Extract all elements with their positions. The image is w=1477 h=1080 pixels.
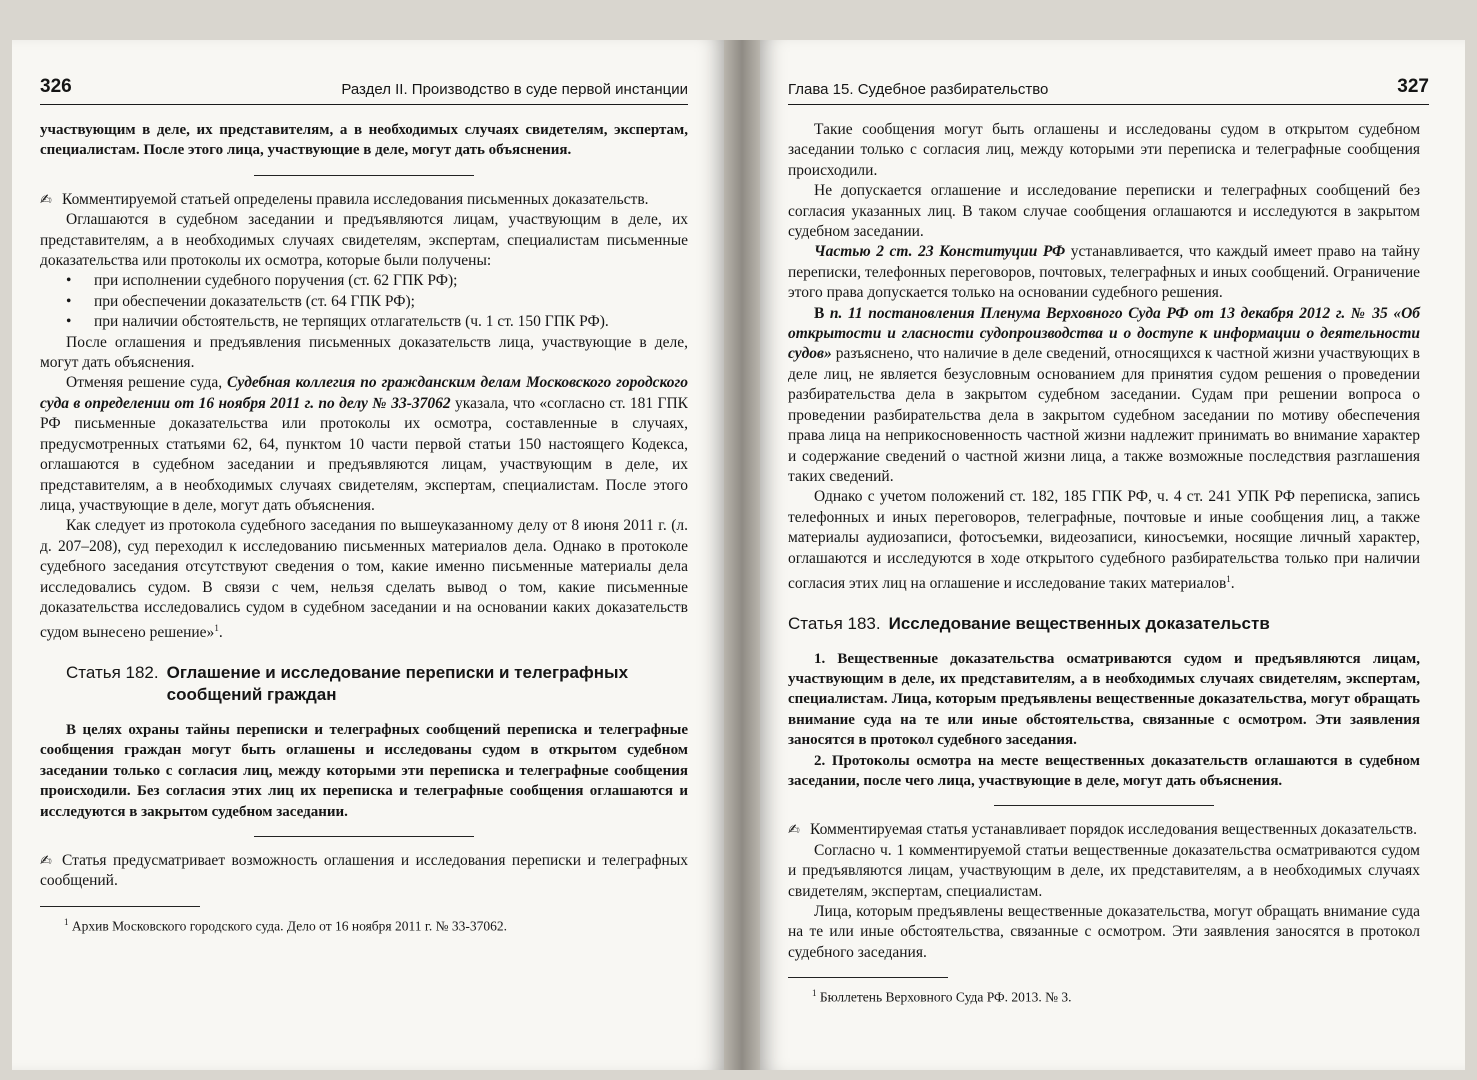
footnote-rule [40,906,200,907]
commentary-text: Статья предусматривает возможность оглашения и исследования переписки и телеграфных сообщений. [40,851,688,890]
body-paragraph [40,516,688,644]
footnote-ref: 1 [214,623,219,634]
law-text: В целях охраны тайны переписки и телеграфных сообщений переписка и телеграфные сообщения граждан могут быть оглашены и исследованы судом в открытом судебном заседании только с согласия лиц, между которыми эти переписка и телеграфные сообщения происходили. Без согласия этих лиц их переписка и телеграфные сообщения оглашаются и исследуются в закрытом судебном заседании. [40,721,688,820]
separator-rule [254,836,474,837]
body-paragraph-constitution [788,242,1420,303]
separator-rule [994,805,1214,806]
law-text: 1. Вещественные доказательства осматриваются судом и предъявляются лицам, участвующим в деле, их представителям, а в необходимых случаях свидетелям, экспертам, специалистам. Лица, которым предъявлены вещественные доказательства, могут обращать внимание суда на те или иные обстоятельства, связанные с осмотром. Эти заявления заносятся в протокол судебного заседания. [788,650,1420,749]
pen-nib-icon: ✍ [40,852,52,869]
left-page [12,40,724,1070]
article-number: Статья 183. [788,613,881,633]
right-page-number: 327 [1397,76,1429,97]
footnote-number: 1 [812,988,817,999]
list-item: • при исполнении судебного поручения (ст. 62 ГПК РФ); [66,271,688,291]
commentary-text: Комментируемая статья устанавливает порядок исследования вещественных доказательств. [810,821,1417,839]
text-run: Отменяя решение суда, [66,374,228,392]
commentary-paragraph [40,851,688,892]
left-running-title: Раздел II. Производство в суде первой инстанции [341,81,688,98]
commentary-paragraph [40,190,688,210]
right-running-title: Глава 15. Судебное разбирательство [788,81,1049,98]
text-run: . [1230,575,1235,593]
law-text: 2. Протоколы осмотра на месте вещественных доказательств оглашаются в судебном заседании, после чего лица, участвующие в деле, могут дать объяснения. [788,752,1420,789]
body-paragraph: Лица, которым предъявлены вещественные доказательства, могут обращать внимание суда на те или иные обстоятельства, связанные с осмотром. Эти заявления заносятся в протокол судебного заседания. [788,902,1420,961]
commentary-paragraph [788,820,1420,840]
commentary-text: Комментируемой статьей определены правила исследования письменных доказательств. [62,190,649,208]
article-title: Оглашение и исследование переписки и телеграфных сообщений граждан [166,662,629,704]
article-183-heading [788,613,1420,635]
footnote-ref: 1 [1226,573,1231,584]
footnote [788,984,1420,1007]
body-paragraph: Согласно ч. 1 комментируемой статьи вещественные доказательства осматриваются судом и предъявляются лицам, участвующим в деле, их представителям, а в необходимых случаях свидетелям, экспертам, специалистам. [788,841,1420,900]
footnote-text: Архив Московского городского суда. Дело от 16 ноября 2011 г. № 33-37062. [71,918,507,934]
pen-nib-icon: ✍ [788,822,800,839]
bullet-list [40,271,688,332]
footnote [40,913,688,936]
body-paragraph [788,487,1420,594]
body-paragraph-court-ruling [40,373,688,516]
text-run: В [814,304,830,322]
article-number: Статья 182. [66,662,159,682]
footnote-rule [788,977,948,978]
emphasized-citation: Частью 2 ст. 23 Конституции РФ [814,243,1066,261]
text-run: . [218,624,223,642]
article-182-heading [66,662,688,706]
footnote-text: Бюллетень Верховного Суда РФ. 2013. № 3. [819,989,1072,1005]
emphasized-citation: п. 11 постановления Пленума Верховного Суда РФ от 13 декабря 2012 г. № 35 «Об открытости и гласности судопроизводства и о доступе к информации о деятельности судов» [788,304,1421,363]
footnote-number: 1 [64,916,69,927]
left-page-number: 326 [40,76,72,97]
text-run: указала, что «согласно ст. 181 ГПК РФ письменные доказательства или протоколы их осмотра, составленные в случаях, предусмотренных статьями 62, 64, пунктом 10 части первой статьи 150 настоящего Кодекса, оглашаются в судебном заседании и предъявляются лицам, участвующим в деле, их представителям, а в необходимых случаях свидетелям, экспертам, специалистам. После этого лица, участвующие в деле, могут дать объяснения. [40,394,688,514]
text-run: Как следует из протокола судебного заседания по вышеуказанному делу от 8 июня 2011 г. (л. д. 207–208), суд переходил к исследованию письменных материалов дела. Однако в протоколе судебного заседания отсутствуют сведения о том, какие именно письменные материалы дела исследовались судом. В связи с чем, нельзя сделать вывод о том, какие письменные доказательства исследовались судом в судебном заседании и на основании каких доказательств судом вынесено решение» [40,517,688,642]
list-item: • при наличии обстоятельств, не терпящих отлагательств (ч. 1 ст. 150 ГПК РФ). [66,312,688,332]
body-paragraph: Такие сообщения могут быть оглашены и исследованы судом в открытом судебном заседании только с согласия лиц, между которыми эти переписка и телеграфные сообщения происходили. [788,121,1420,179]
left-running-head [40,70,688,105]
article-title: Исследование вещественных доказательств [888,613,1270,633]
separator-rule [254,175,474,176]
body-paragraph: Оглашаются в судебном заседании и предъявляются лицам, участвующим в деле, их представителям, а в необходимых случаях свидетелям, экспертам, специалистам письменные доказательства или протоколы их осмотра, которые были получены: [40,211,688,270]
book-gutter [724,40,760,1070]
text-run: Однако с учетом положений ст. 182, 185 ГПК РФ, ч. 4 ст. 241 УПК РФ переписка, запись телефонных и иных переговоров, телеграфные, почтовые и иные сообщения лиц, а также материалы аудиозаписи, фотосъемки, видеозаписи, киносъемки, носящие личный характер, оглашаются и исследуются в ходе открытого судебного разбирательства только при наличии согласия этих лиц на оглашение и исследование таких материалов [788,488,1420,593]
right-running-head [788,70,1429,105]
right-body [788,120,1420,1007]
law-text-continued: участвующим в деле, их представителям, а в необходимых случаях свидетелям, экспертам, специалистам. После этого лица, участвующие в деле, могут дать объяснения. [40,122,688,159]
emphasized-citation: Судебная коллегия по гражданским делам Московского городского суда в определении от 16 ноября 2011 г. по делу № 33-37062 [40,374,688,412]
left-body [40,120,688,935]
pen-nib-icon: ✍ [40,191,52,208]
body-paragraph: Не допускается оглашение и исследование переписки и телеграфных сообщений без согласия указанных лиц. В таком случае сообщения оглашаются и исследуются в закрытом судебном заседании. [788,182,1420,241]
list-item: • при обеспечении доказательств (ст. 64 ГПК РФ); [66,292,688,312]
text-run: устанавливается, что каждый имеет право на тайну переписки, телефонных переговоров, почтовых, телеграфных и иных сообщений. Ограничение этого права допускается только на основании судебного решения. [788,243,1420,302]
text-run: разъяснено, что наличие в деле сведений, относящихся к частной жизни участвующих в деле лиц, не является безусловным основанием для принятия судом решения о проведении разбирательства дела в закрытом судебном заседании. Судам при решении вопроса о проведении разбирательства дела в закрытом судебном заседании по мотиву обеспечения права лица на неприкосновенность частной жизни надлежит принимать во внимание характер и содержание сведений о частной жизни лица, а также возможные последствия разглашения таких сведений. [788,345,1420,485]
body-paragraph-plenum [788,304,1420,488]
right-page [760,40,1465,1070]
body-paragraph: После оглашения и предъявления письменных доказательств лица, участвующие в деле, могут дать объяснения. [40,333,688,372]
